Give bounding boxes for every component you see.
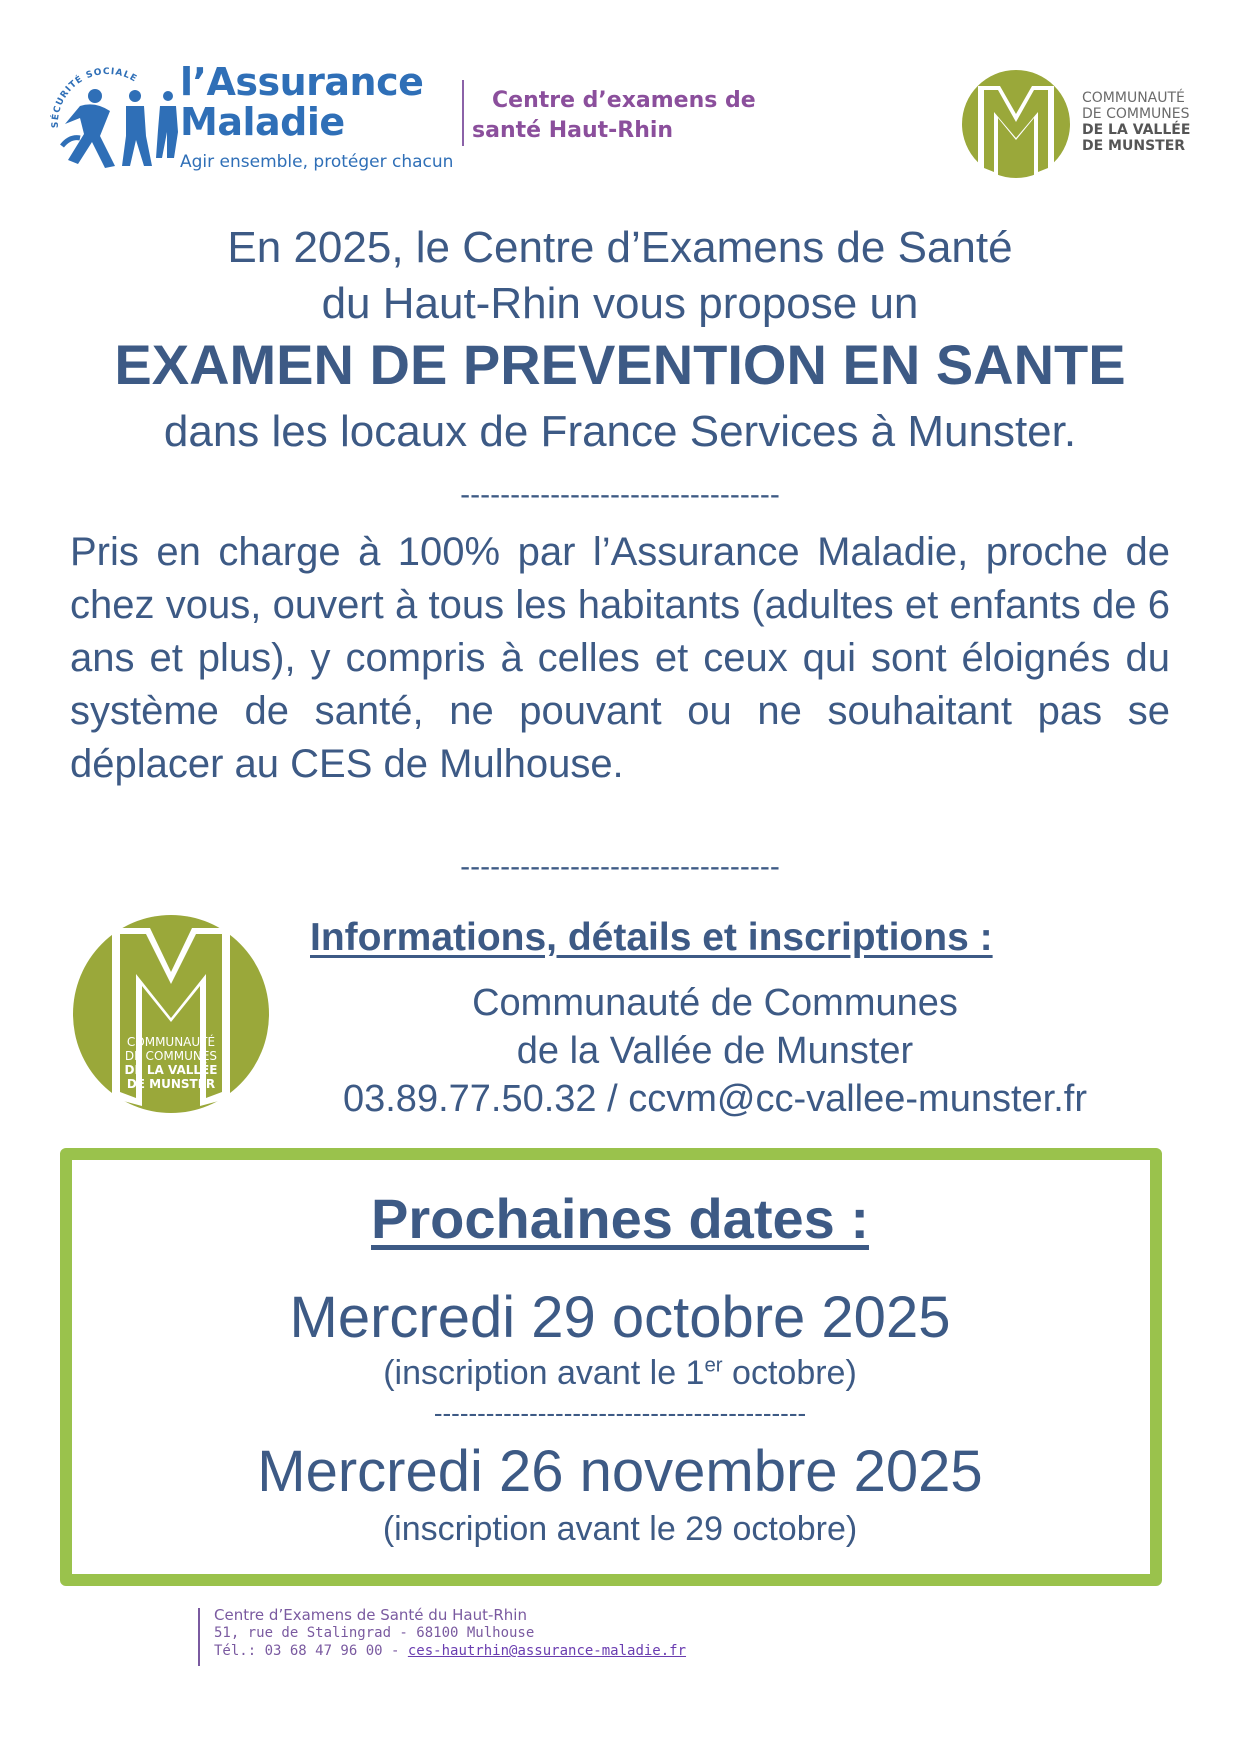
wordmark-line2: Maladie — [180, 100, 345, 144]
dates-title: Prochaines dates : — [371, 1187, 869, 1250]
date1-note-post: octobre) — [722, 1354, 857, 1392]
header-divider — [462, 80, 464, 146]
date2: Mercredi 26 novembre 2025 — [257, 1439, 983, 1504]
ccvm-mid-line1: COMMUNAUTÉ — [126, 1035, 216, 1049]
body-paragraph: Pris en charge à 100% par l’Assurance Maladie, proche de chez vous, ouvert à tous les habitants (adultes et enfants de 6 ans et plus), y compris à celles et ceux qui sont éloignés du système de santé, ne pouvant ou ne souhaitant pas se déplacer au CES de Mulhouse. — [70, 530, 1170, 786]
assurance-maladie-wordmark — [180, 62, 423, 142]
ces-label-line1: Centre d’examens de — [492, 88, 756, 113]
intro-line3: dans les locaux de France Services à Munster. — [163, 407, 1077, 456]
assurance-maladie-emblem — [40, 66, 190, 176]
info-contact: 03.89.77.50.32 / ccvm@cc-vallee-munster.fr — [342, 1078, 1087, 1120]
intro-line1: En 2025, le Centre d’Examens de Santé — [227, 223, 1013, 272]
footer-address: 51, rue de Stalingrad - 68100 Mulhouse — [214, 1625, 535, 1641]
ccvm-top-line1: COMMUNAUTÉ — [1082, 90, 1185, 106]
ccvm-mid-line2: DE COMMUNES — [124, 1049, 218, 1063]
separator-bottom: -------------------------------- — [460, 850, 780, 883]
ccvm-top-line3: DE LA VALLÉE — [1082, 122, 1191, 138]
footer-email-link[interactable]: ces-hautrhin@assurance-maladie.fr — [407, 1643, 687, 1659]
headline: EXAMEN DE PREVENTION EN SANTE — [114, 333, 1126, 396]
ces-label — [472, 86, 756, 146]
ccvm-top-line2: DE COMMUNES — [1082, 106, 1190, 122]
date1-note — [0, 1354, 1240, 1393]
emblem-arc-text: SÉCURITÉ SOCIALE — [50, 66, 139, 129]
footer-phone: Tél.: 03 68 47 96 00 - — [214, 1643, 408, 1659]
assurance-maladie-tagline: Agir ensemble, protéger chacun — [180, 152, 454, 172]
intro-line2: du Haut-Rhin vous propose un — [321, 279, 919, 328]
separator-dates: ------------------------------------------- — [433, 1398, 807, 1428]
footer-name: Centre d’Examens de Santé du Haut-Rhin — [214, 1606, 527, 1624]
separator-top: -------------------------------- — [460, 478, 780, 511]
info-title: Informations, détails et inscriptions : — [310, 916, 993, 959]
info-org-line1: Communauté de Communes — [472, 982, 958, 1024]
ccvm-mid-line4: DE MUNSTER — [126, 1077, 216, 1091]
date2-note: (inscription avant le 29 octobre) — [382, 1510, 858, 1548]
date1: Mercredi 29 octobre 2025 — [289, 1285, 951, 1350]
ccvm-top-line4: DE MUNSTER — [1082, 138, 1186, 154]
ccvm-text-top — [1082, 90, 1190, 154]
info-org-line2: de la Vallée de Munster — [516, 1030, 914, 1072]
footer-contact — [214, 1642, 686, 1660]
ccvm-logo-mid — [72, 914, 270, 1114]
date1-note-pre: (inscription avant le 1 — [383, 1354, 705, 1392]
ces-label-line2: santé Haut-Rhin — [472, 118, 674, 143]
wordmark-line1: l’Assurance — [180, 60, 424, 104]
footer — [214, 1606, 686, 1660]
date1-note-sup: er — [704, 1354, 723, 1377]
ccvm-logo-top — [960, 68, 1072, 180]
ccvm-mid-line3: DE LA VALLÉE — [124, 1063, 218, 1077]
footer-bar — [198, 1608, 200, 1666]
